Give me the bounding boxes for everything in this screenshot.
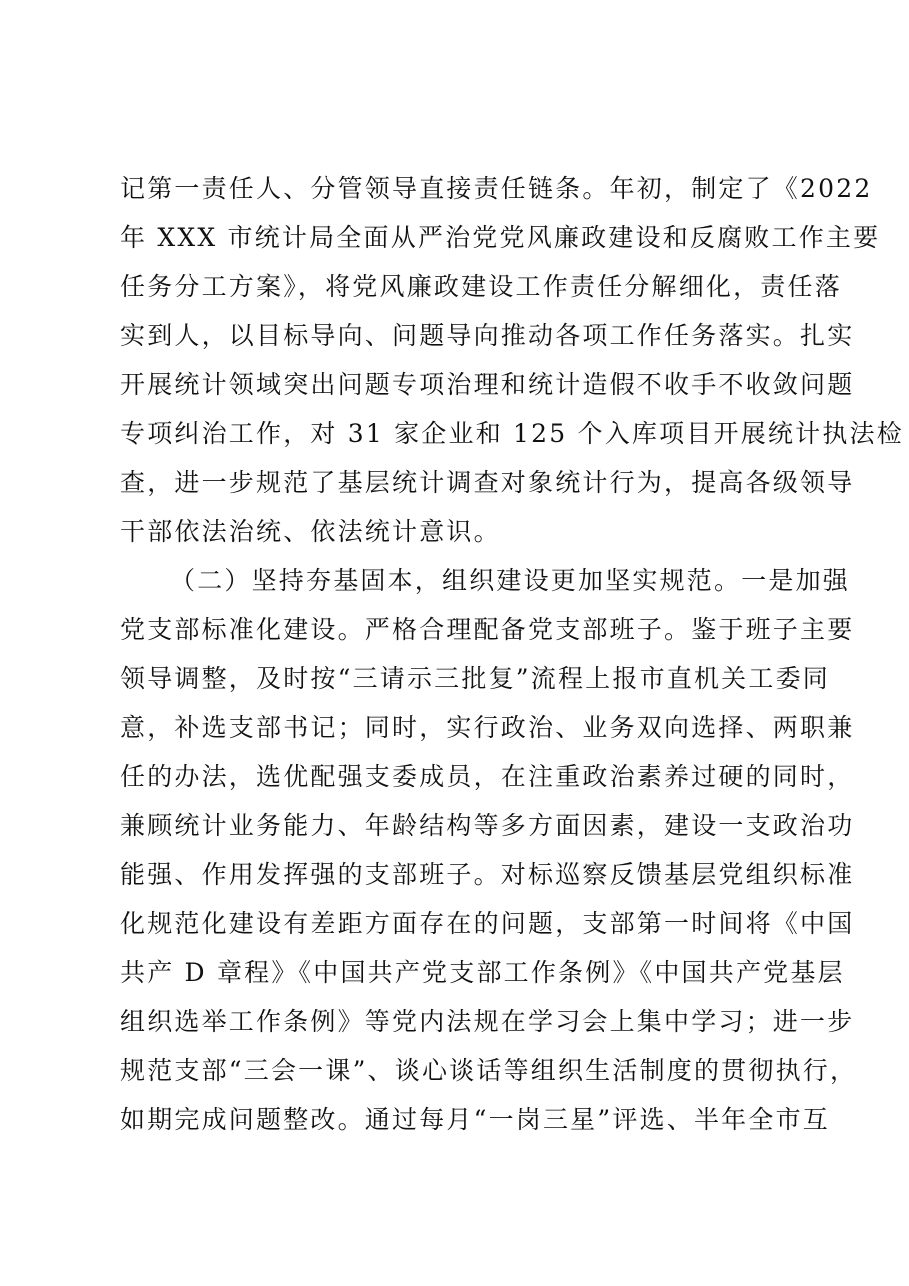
paragraph-line: 干部依法治统、依法统计意识。 xyxy=(120,517,501,546)
paragraph-line: 年 XXX 市统计局全面从严治党党风廉政建设和反腐败工作主要 xyxy=(120,223,881,252)
paragraph-line: 查，进一步规范了基层统计调查对象统计行为，提高各级领导 xyxy=(120,468,855,497)
paragraph-line: 如期完成问题整改。通过每月“一岗三星”评选、半年全市互 xyxy=(120,1105,830,1134)
paragraph-line: 专项纠治工作，对 31 家企业和 125 个入库项目开展统计执法检 xyxy=(120,419,904,448)
paragraph-line: 任的办法，选优配强支委成员，在注重政治素养过硬的同时， xyxy=(120,762,855,791)
paragraph-line: 意，补选支部书记；同时，实行政治、业务双向选择、两职兼 xyxy=(120,713,855,742)
paragraph-line: 兼顾统计业务能力、年龄结构等多方面因素，建设一支政治功 xyxy=(120,811,855,840)
paragraph-line: 规范支部“三会一课”、谈心谈话等组织生活制度的贯彻执行， xyxy=(120,1056,858,1085)
paragraph-line: 化规范化建设有差距方面存在的问题，支部第一时间将《中国 xyxy=(120,909,855,938)
paragraph-line: 组织选举工作条例》等党内法规在学习会上集中学习；进一步 xyxy=(120,1007,855,1036)
paragraph-line: 记第一责任人、分管领导直接责任链条。年初，制定了《2022 xyxy=(120,174,873,203)
paragraph-line: 共产 D 章程》《中国共产党支部工作条例》《中国共产党基层 xyxy=(120,958,845,987)
paragraph-line: 开展统计领域突出问题专项治理和统计造假不收手不收敛问题 xyxy=(120,370,855,399)
paragraph-line: 实到人，以目标导向、问题导向推动各项工作任务落实。扎实 xyxy=(120,321,855,350)
paragraph-line: 任务分工方案》，将党风廉政建设工作责任分解细化，责任落 xyxy=(120,272,842,301)
paragraph-line: 能强、作用发挥强的支部班子。对标巡察反馈基层党组织标准 xyxy=(120,860,855,889)
paragraph-line: 领导调整，及时按“三请示三批复”流程上报市直机关工委同 xyxy=(120,664,830,693)
paragraph-line: 党支部标准化建设。严格合理配备党支部班子。鉴于班子主要 xyxy=(120,615,855,644)
paragraph-heading-line: （二）坚持夯基固本，组织建设更加坚实规范。一是加强 xyxy=(170,566,851,595)
